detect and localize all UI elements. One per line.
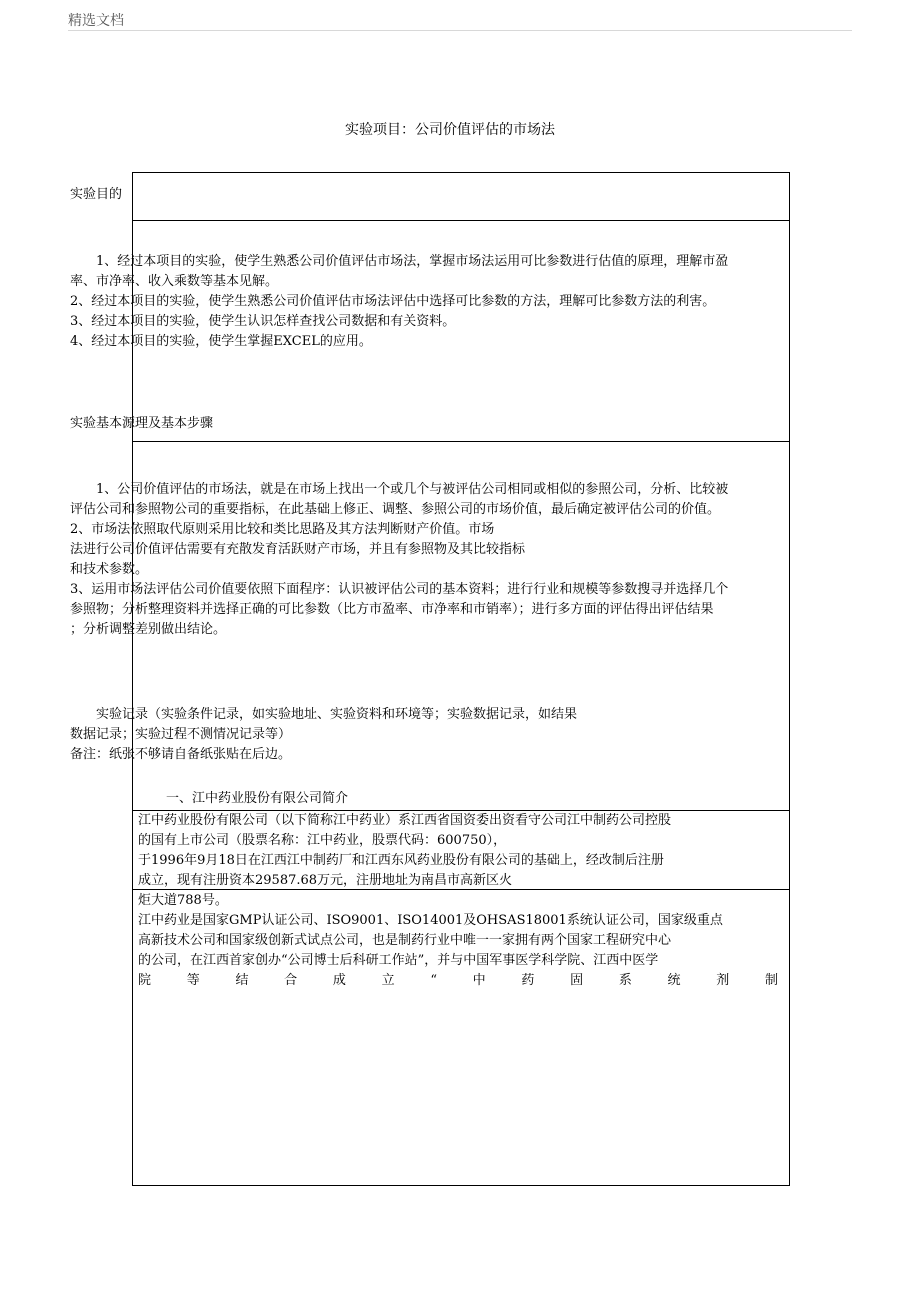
- company-word: 制: [764, 973, 778, 988]
- principle-paragraph: [70, 480, 728, 640]
- principle-line: 3、运用市场法评估公司价值要依照下面程序：认识被评估公司的基本资料；进行行业和规模等参数搜寻并选择几个: [70, 582, 729, 597]
- table-bottom-border: [132, 1185, 790, 1186]
- header-divider: [68, 30, 852, 31]
- page-title: 实验项目：公司价值评估的市场法: [345, 122, 555, 138]
- principle-line: 1、公司价值评估的市场法，就是在市场上找出一个或几个与被评估公司相同或相似的参照公司，分析、比较被: [70, 482, 729, 497]
- company-word: 院: [138, 973, 152, 988]
- company-word: 中: [472, 973, 486, 988]
- principle-line: 和技术参数。: [70, 562, 149, 577]
- company-line: 的国有上市公司（股票名称：江中药业，股票代码：600750），: [138, 833, 507, 848]
- principle-line: 参照物；分析整理资料并选择正确的可比参数（比方市盈率、市净率和市销率）；进行多方面的评估得出评估结果: [70, 602, 714, 617]
- company-word: 统: [667, 973, 681, 988]
- company-line: 的公司，在江西首家创办“公司博士后科研工作站”，并与中国军事医学科学院、江西中医学: [138, 953, 659, 968]
- purpose-line: 率、市净率、收入乘数等基本见解。: [70, 274, 279, 289]
- company-word: 立: [381, 973, 395, 988]
- purpose-heading: 实验目的: [70, 187, 123, 202]
- purpose-line: 3、经过本项目的实验，使学生认识怎样查找公司数据和有关资料。: [70, 314, 456, 329]
- company-word: “: [430, 973, 437, 988]
- company-word: 结: [235, 973, 249, 988]
- company-word: 药: [521, 973, 535, 988]
- company-word: 固: [570, 973, 584, 988]
- company-line: 于1996年9月18日在江西江中制药厂和江西东风药业股份有限公司的基础上，经改制后注册: [138, 853, 664, 868]
- company-heading: 一、江中药业股份有限公司简介: [140, 791, 349, 806]
- principle-line: 法进行公司价值评估需要有充散发育活跃财产市场，并且有参照物及其比较指标: [70, 542, 526, 557]
- company-word: 合: [284, 973, 298, 988]
- principle-line: ；分析调整差别做出结论。: [70, 622, 227, 637]
- company-line: 炬大道788号。: [138, 893, 228, 908]
- table-top-border: [132, 172, 790, 173]
- company-line: 江中药业股份有限公司（以下简称江中药业）系江西省国资委出资看守公司江中制药公司控股: [138, 813, 672, 828]
- company-line: 江中药业是国家GMP认证公司、ISO9001、ISO14001及OHSAS18001系统认证公司，国家级重点: [138, 913, 723, 928]
- company-word: 系: [618, 973, 632, 988]
- page-header-label: 精选文档: [68, 13, 124, 29]
- company-justified-line: [138, 971, 778, 991]
- purpose-line: 1、经过本项目的实验，使学生熟悉公司价值评估市场法，掌握市场法运用可比参数进行估值的原理，理解市盈: [70, 254, 729, 269]
- table-divider: [132, 220, 790, 221]
- record-line: 数据记录；实验过程不测情况记录等）: [70, 727, 292, 742]
- record-line: 备注：纸张不够请自备纸张贴在后边。: [70, 747, 292, 762]
- company-line: 高新技术公司和国家级创新式试点公司，也是制药行业中唯一一家拥有两个国家工程研究中心: [138, 933, 672, 948]
- company-paragraph: [138, 811, 778, 991]
- principle-line: 2、市场法依照取代原则采用比较和类比思路及其方法判断财产价值。市场: [70, 522, 495, 537]
- purpose-line: 2、经过本项目的实验，使学生熟悉公司价值评估市场法评估中选择可比参数的方法，理解可比参数方法的利害。: [70, 294, 716, 309]
- company-word: 剂: [716, 973, 730, 988]
- record-line: 实验记录（实验条件记录，如实验地址、实验资料和环境等；实验数据记录，如结果: [70, 707, 578, 722]
- company-word: 等: [186, 973, 200, 988]
- principle-line: 评估公司和参照物公司的重要指标，在此基础上修正、调整、参照公司的市场价值，最后确定被评估公司的价值。: [70, 502, 721, 517]
- record-paragraph: [70, 705, 577, 765]
- principle-heading: 实验基本源理及基本步骤: [70, 416, 214, 431]
- table-right-border: [789, 172, 790, 1186]
- purpose-paragraph: [70, 252, 728, 352]
- company-word: 成: [332, 973, 346, 988]
- company-line: 成立，现有注册资本29587.68万元，注册地址为南昌市高新区火: [138, 873, 513, 888]
- table-divider: [132, 441, 790, 442]
- purpose-line: 4、经过本项目的实验，使学生掌握EXCEL的应用。: [70, 334, 372, 349]
